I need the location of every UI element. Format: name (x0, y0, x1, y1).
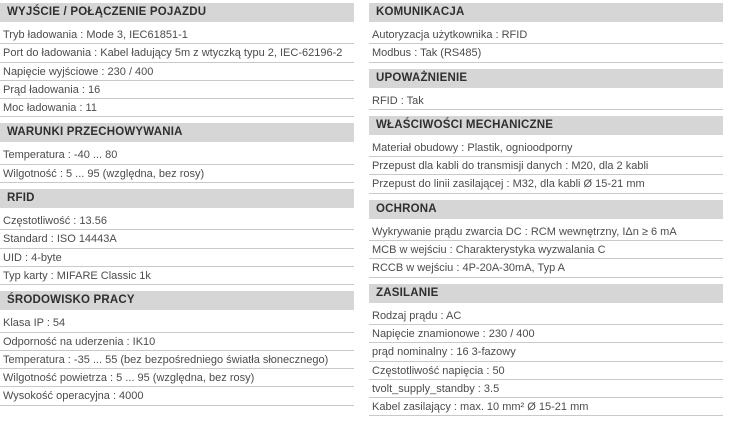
spec-row: Port do ładowania : Kabel ładujący 5m z wtyczką typu 2, IEC-62196-2 (0, 44, 354, 62)
section-srodowisko-pracy (0, 291, 354, 405)
right-column (369, 3, 723, 416)
section-header: RFID (0, 189, 354, 208)
spec-row: Klasa IP : 54 (0, 314, 354, 332)
spec-row: Wilgotność powietrza : 5 ... 95 (względna, bez rosy) (0, 369, 354, 387)
section-header: ZASILANIE (369, 284, 723, 303)
spec-row: Napięcie znamionowe : 230 / 400 (369, 325, 723, 343)
spec-row: RCCB w wejściu : 4P-20A-30mA, Typ A (369, 259, 723, 277)
spec-row: Standard : ISO 14443A (0, 230, 354, 248)
spec-row: Przepust dla kabli do transmisji danych : M20, dla 2 kabli (369, 157, 723, 175)
spec-row: Temperatura : -35 ... 55 (bez bezpośredniego światła słonecznego) (0, 351, 354, 369)
spec-row: tvolt_supply_standby : 3.5 (369, 380, 723, 398)
section-header: WARUNKI PRZECHOWYWANIA (0, 123, 354, 142)
spec-row: Typ karty : MIFARE Classic 1k (0, 267, 354, 285)
spec-row: RFID : Tak (369, 92, 723, 110)
spec-row: Częstotliwość napięcia : 50 (369, 362, 723, 380)
section-wlasciwosci-mechaniczne (369, 116, 723, 194)
spec-row: Kabel zasilający : max. 10 mm² Ø 15-21 mm (369, 398, 723, 416)
spec-row: Moc ładowania : 11 (0, 99, 354, 117)
section-komunikacja (369, 3, 723, 63)
section-upowaznienie (369, 69, 723, 110)
section-header: UPOWAŻNIENIE (369, 69, 723, 88)
spec-row: Temperatura : -40 ... 80 (0, 146, 354, 164)
spec-row: Materiał obudowy : Plastik, ognioodporny (369, 139, 723, 157)
spec-row: Odporność na uderzenia : IK10 (0, 333, 354, 351)
spec-row: Prąd ładowania : 16 (0, 81, 354, 99)
section-header: WYJŚCIE / POŁĄCZENIE POJAZDU (0, 3, 354, 22)
spec-row: Modbus : Tak (RS485) (369, 44, 723, 62)
section-header: OCHRONA (369, 200, 723, 219)
section-wyjscie (0, 3, 354, 117)
spec-row: Autoryzacja użytkownika : RFID (369, 26, 723, 44)
spec-row: Tryb ładowania : Mode 3, IEC61851-1 (0, 26, 354, 44)
section-zasilanie (369, 284, 723, 417)
spec-row: prąd nominalny : 16 3-fazowy (369, 343, 723, 361)
section-rfid (0, 189, 354, 285)
section-ochrona (369, 200, 723, 278)
section-header: KOMUNIKACJA (369, 3, 723, 22)
section-header: ŚRODOWISKO PRACY (0, 291, 354, 310)
spec-row: Częstotliwość : 13.56 (0, 212, 354, 230)
spec-row: Rodzaj prądu : AC (369, 307, 723, 325)
section-warunki-przechowywania (0, 123, 354, 183)
spec-row: Przepust do linii zasilającej : M32, dla kabli Ø 15-21 mm (369, 175, 723, 193)
spec-row: Wykrywanie prądu zwarcia DC : RCM wewnętrzny, IΔn ≥ 6 mA (369, 223, 723, 241)
section-header: WŁAŚCIWOŚCI MECHANICZNE (369, 116, 723, 135)
spec-row: Napięcie wyjściowe : 230 / 400 (0, 63, 354, 81)
left-column (0, 3, 354, 406)
spec-row: MCB w wejściu : Charakterystyka wyzwalania C (369, 241, 723, 259)
spec-row: UID : 4-byte (0, 249, 354, 267)
spec-row: Wysokość operacyjna : 4000 (0, 387, 354, 405)
spec-row: Wilgotność : 5 ... 95 (względna, bez rosy) (0, 165, 354, 183)
